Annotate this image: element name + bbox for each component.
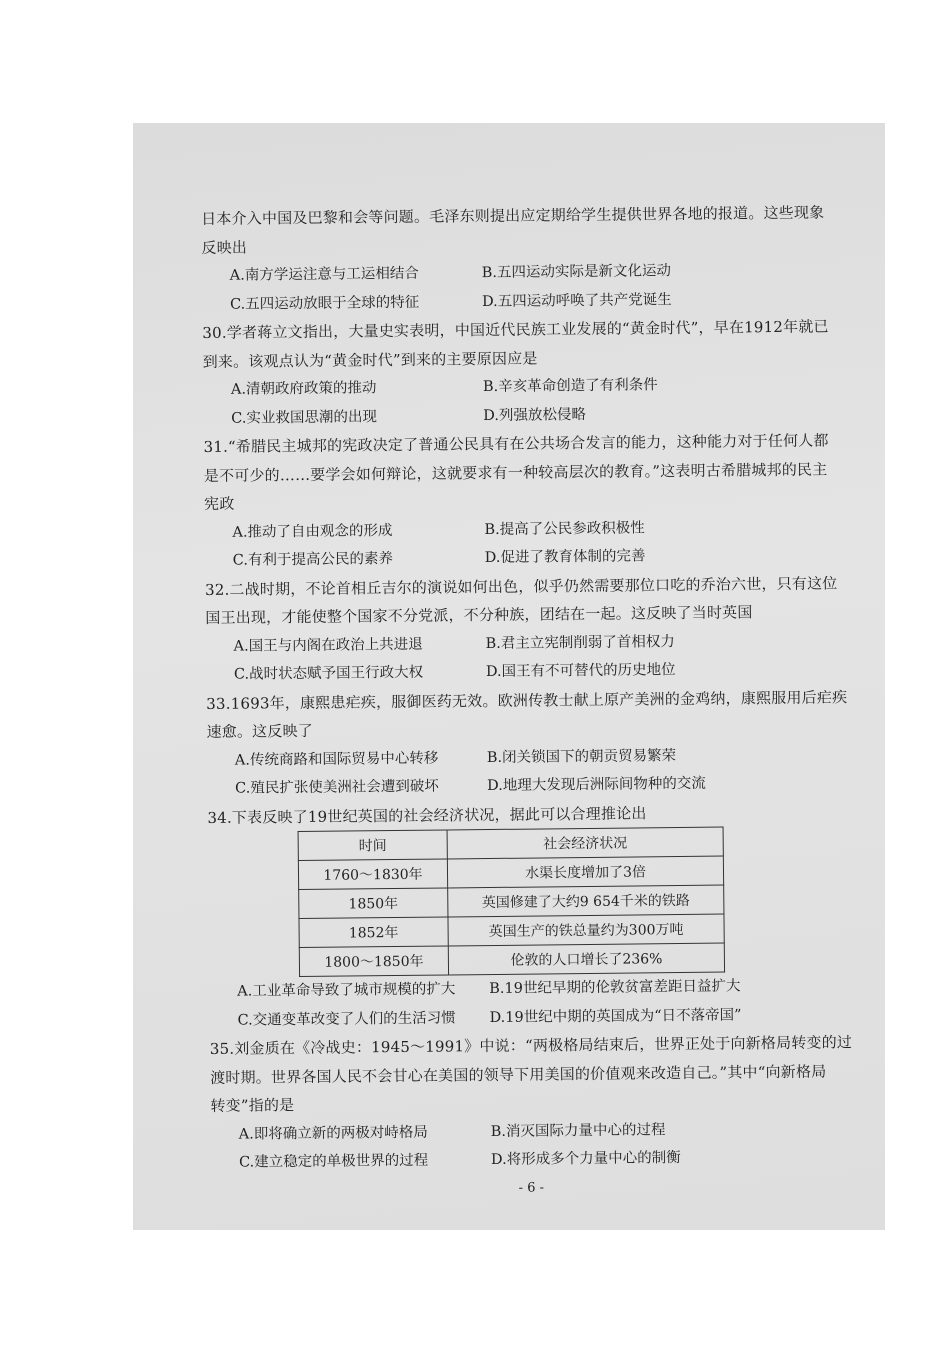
option-c: C.战时状态赋予国王行政大权 xyxy=(233,664,424,683)
question-30 xyxy=(202,313,829,433)
option-a: A.推动了自由观念的形成 xyxy=(232,522,393,541)
option-d: D.将形成多个力量中心的制衡 xyxy=(490,1150,681,1169)
question-29 xyxy=(201,199,825,319)
table-row xyxy=(299,914,724,947)
question-stem-line: 33.1693年，康熙患疟疾，服御医药无效。欧洲传教士献上原产美洲的金鸡纳，康熙服用后疟疾 xyxy=(206,687,848,713)
question-32 xyxy=(204,569,838,689)
question-stem-line: 31.“希腊民主城邦的宪政决定了普通公民具有在公共场合发言的能力，这种能力对于任何人都 xyxy=(203,431,829,456)
option-b: B.五四运动实际是新文化运动 xyxy=(481,263,672,282)
table-header-cell: 时间 xyxy=(298,830,447,861)
table-cell: 1850年 xyxy=(299,888,448,919)
table-cell: 英国修建了大约9 654千米的铁路 xyxy=(448,885,724,917)
option-d: D.国王有不可替代的历史地位 xyxy=(485,662,676,681)
table-row xyxy=(299,943,724,976)
data-table xyxy=(298,827,726,977)
table-row xyxy=(298,856,723,889)
option-b: B.19世纪早期的伦敦贫富差距日益扩大 xyxy=(489,978,741,998)
question-stem-line: 渡时期。世界各国人民不会甘心在美国的领导下用美国的价值观来改造自己。”其中“向新格局 xyxy=(210,1061,827,1087)
option-b: B.消灭国际力量中心的过程 xyxy=(490,1121,666,1140)
question-34 xyxy=(207,797,829,1035)
option-a: A.即将确立新的两极对峙格局 xyxy=(238,1124,428,1143)
option-b: B.提高了公民参政积极性 xyxy=(484,519,645,538)
question-stem-line: 是不可少的……要学会如何辩论，这就要求有一种较高层次的教育。”这表明古希腊城邦的民主 xyxy=(203,459,828,485)
question-31 xyxy=(203,426,829,575)
option-c: C.五四运动放眼于全球的特征 xyxy=(229,294,420,313)
option-c: C.交通变革改变了人们的生活习惯 xyxy=(237,1009,456,1029)
option-c: C.建立稳定的单极世界的过程 xyxy=(238,1152,429,1171)
table-header-row xyxy=(298,827,723,860)
option-c: C.殖民扩张使美洲社会遭到破坏 xyxy=(235,778,439,797)
question-stem-line: 速愈。这反映了 xyxy=(206,721,314,741)
option-b: B.辛亥革命创造了有利条件 xyxy=(482,377,658,396)
question-stem-line: 转变”指的是 xyxy=(210,1096,295,1115)
table-row xyxy=(299,885,724,918)
option-a: A.工业革命导致了城市规模的扩大 xyxy=(237,981,456,1000)
option-a: A.传统商路和国际贸易中心转移 xyxy=(234,750,439,769)
table-cell: 伦敦的人口增长了236% xyxy=(448,943,724,975)
option-b: B.君主立宪制削弱了首相权力 xyxy=(485,633,675,652)
option-a: A.清朝政府政策的推动 xyxy=(230,380,377,398)
question-stem-line: 日本介入中国及巴黎和会等问题。毛泽东则提出应定期给学生提供世界各地的报道。这些现象 xyxy=(201,203,825,228)
table-cell: 1760～1830年 xyxy=(298,859,447,890)
page-number: - 6 - xyxy=(518,1179,545,1196)
question-stem-line: 到来。该观点认为“黄金时代”到来的主要原因应是 xyxy=(202,348,538,371)
question-stem-line: 30.学者蒋立文指出，大量史实表明，中国近代民族工业发展的“黄金时代”，早在1912年就已 xyxy=(202,317,829,342)
table-cell: 英国生产的铁总量约为300万吨 xyxy=(448,914,724,946)
option-d: D.促进了教育体制的完善 xyxy=(484,548,646,567)
table-cell: 水渠长度增加了3倍 xyxy=(447,856,723,888)
question-33 xyxy=(206,683,848,803)
question-stem-line: 35.刘金质在《冷战史：1945～1991》中说：“两极格局结束后，世界正处于向新格局转变的过 xyxy=(209,1033,853,1058)
question-stem-line: 国王出现，才能使整个国家不分党派，不分种族，团结在一起。这反映了当时英国 xyxy=(205,603,753,627)
exam-content xyxy=(201,199,853,1199)
option-b: B.闭关锁国下的朝贡贸易繁荣 xyxy=(486,747,677,766)
question-stem-line: 反映出 xyxy=(201,238,248,257)
question-stem-line: 32.二战时期，不论首相丘吉尔的演说如何出色，似乎仍然需要那位口吃的乔治六世，只有这位 xyxy=(204,573,838,599)
option-d: D.地理大发现后洲际间物种的交流 xyxy=(487,775,706,795)
option-d: D.19世纪中期的英国成为“日不落帝国” xyxy=(489,1006,742,1026)
option-d: D.五四运动呼唤了共产党诞生 xyxy=(481,291,672,310)
scanned-page xyxy=(133,123,885,1230)
option-d: D.列强放松侵略 xyxy=(483,406,587,424)
option-c: C.有利于提高公民的素养 xyxy=(232,551,393,569)
question-35 xyxy=(209,1028,853,1177)
table-cell: 1800～1850年 xyxy=(299,946,448,977)
option-a: A.国王与内阁在政治上共进退 xyxy=(233,636,423,655)
question-stem-line: 34.下表反映了19世纪英国的社会经济状况，据此可以合理推论出 xyxy=(207,803,647,827)
option-a: A.南方学运注意与工运相结合 xyxy=(229,265,419,284)
question-stem-line: 宪政 xyxy=(204,494,235,513)
option-c: C.实业救国思潮的出现 xyxy=(231,408,377,427)
table-header-cell: 社会经济状况 xyxy=(447,827,723,859)
table-cell: 1852年 xyxy=(299,917,448,948)
